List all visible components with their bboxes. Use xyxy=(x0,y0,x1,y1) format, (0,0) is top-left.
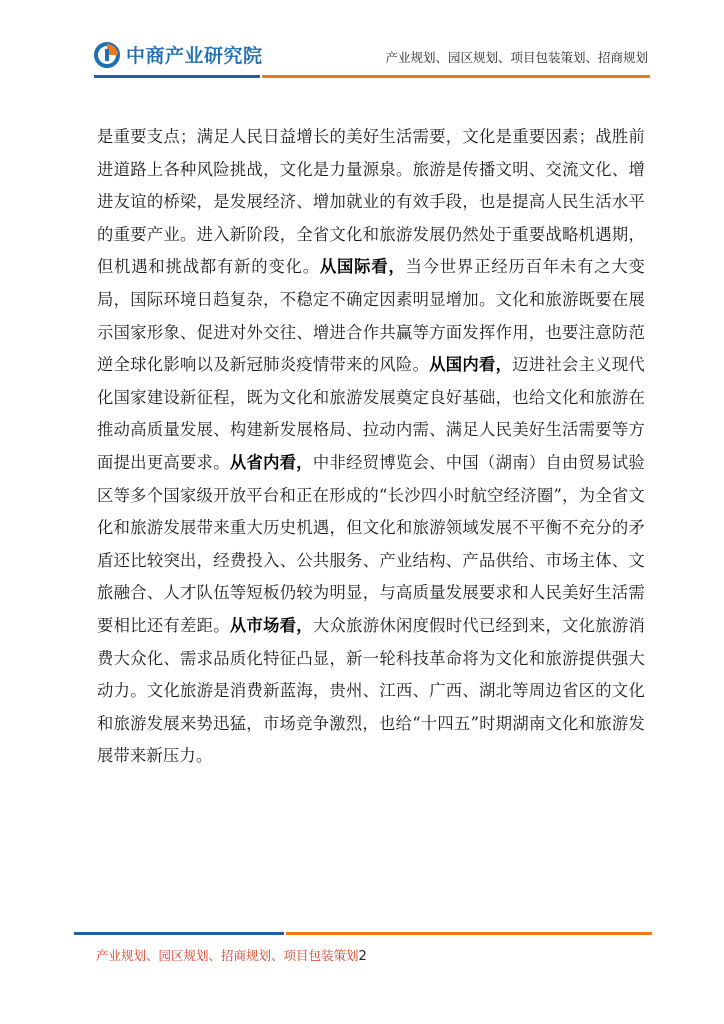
footer-rule-blue xyxy=(74,932,284,935)
heading-international: 从国际看， xyxy=(319,257,406,277)
header-rule-orange xyxy=(262,75,650,78)
header-rule-blue xyxy=(94,75,260,78)
body-text xyxy=(97,121,645,773)
domestic-text: 迈进社会主义现代化国家建设新征程，既为文化和旅游发展奠定良好基础，也给文化和旅游在推动高质量发展、构建新发展格局、拉动内需、满足人民美好生活需要等方面提出更高要求。 xyxy=(97,355,645,472)
header-tagline: 产业规划、园区规划、项目包装策划、招商规划 xyxy=(385,50,648,65)
body-paragraph xyxy=(97,121,645,773)
footer-rule-orange xyxy=(286,932,652,935)
logo xyxy=(94,41,263,68)
province-text: 中非经贸博览会、中国（湖南）自由贸易试验区等多个国家级开放平台和正在形成的“长沙四小时航空经济圈”，为全省文化和旅游发展带来重大历史机遇，但文化和旅游领域发展不平衡不充分的矛盾还比较突出，经费投入、公共服务、产业结构、产品供给、市场主体、文旅融合、人才队伍等短板仍较为明显，与高质量发展要求和人民美好生活需要相比还有差距。 xyxy=(97,452,645,635)
page-number: 2 xyxy=(358,949,367,964)
heading-domestic: 从国内看， xyxy=(429,355,513,375)
page-header xyxy=(0,0,724,90)
heading-market: 从市场看， xyxy=(229,615,313,635)
logo-icon xyxy=(94,42,120,68)
heading-province: 从省内看， xyxy=(229,452,313,472)
logo-text: 中商产业研究院 xyxy=(126,45,263,67)
market-text: 大众旅游休闲度假时代已经到来，文化旅游消费大众化、需求品质化特征凸显，新一轮科技革命将为文化和旅游提供强大动力。文化旅游是消费新蓝海，贵州、江西、广西、湖北等周边省区的文化和旅游发展来势迅猛，市场竞争激烈，也给“十四五”时期湖南文化和旅游发展带来新压力。 xyxy=(97,615,645,766)
intro-text: 是重要支点；满足人民日益增长的美好生活需要，文化是重要因素；战胜前进道路上各种风险挑战，文化是力量源泉。旅游是传播文明、交流文化、增进友谊的桥梁，是发展经济、增加就业的有效手段，也是提高人民生活水平的重要产业。进入新阶段，全省文化和旅游发展仍然处于重要战略机遇期，但机遇和挑战都有新的变化。 xyxy=(97,127,645,277)
page-footer xyxy=(96,946,367,964)
international-text: 当今世界正经历百年未有之大变局，国际环境日趋复杂，不稳定不确定因素明显增加。文化和旅游既要在展示国家形象、促进对外交往、增进合作共赢等方面发挥作用，也要注意防范逆全球化影响以及新冠肺炎疫情带来的风险。 xyxy=(97,257,645,375)
footer-tagline: 产业规划、园区规划、招商规划、项目包装策划 xyxy=(96,948,359,963)
